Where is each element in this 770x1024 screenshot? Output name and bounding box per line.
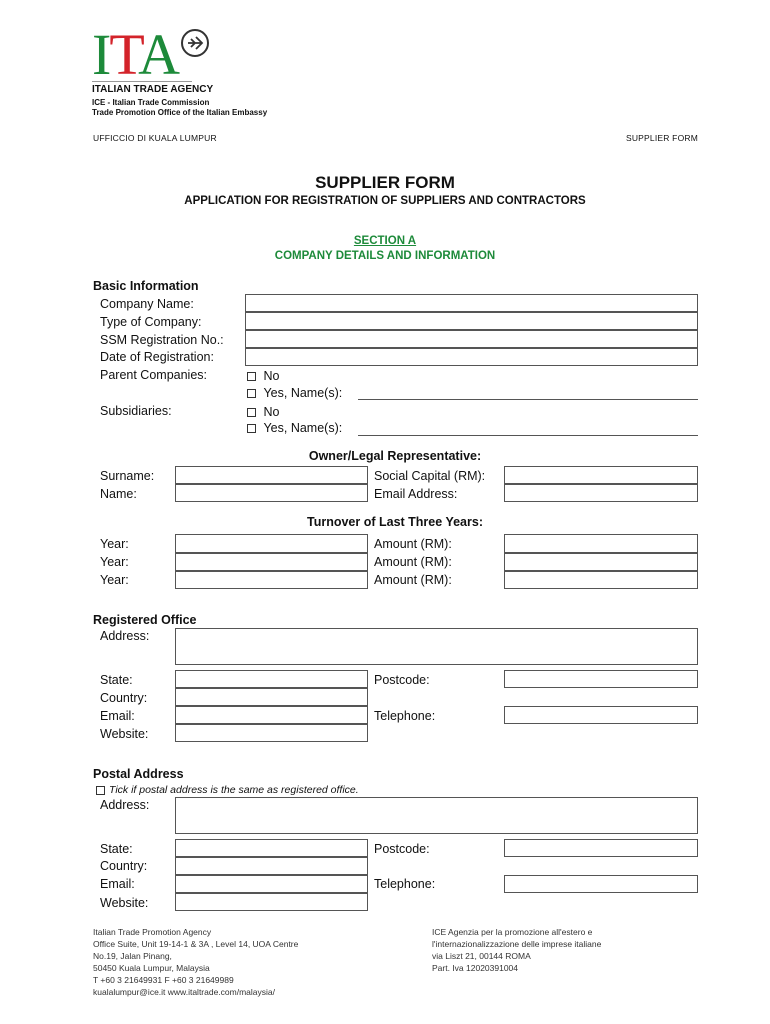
year-field-3[interactable] (175, 571, 368, 589)
subsidiary-no-option[interactable] (247, 405, 279, 419)
page-title: SUPPLIER FORM (315, 173, 455, 192)
registered-telephone-label: Telephone: (374, 709, 436, 723)
form-tag: SUPPLIER FORM (625, 133, 698, 143)
logo-arrow-icon (180, 28, 210, 58)
year-label-3: Year: (100, 573, 129, 587)
postal-state-label: State: (100, 842, 133, 856)
postal-heading: Postal Address (93, 767, 184, 781)
registered-telephone-field[interactable] (504, 706, 698, 724)
amount-field-3[interactable] (504, 571, 698, 589)
subsidiary-yes-label: Yes, Name(s): (263, 421, 343, 435)
company-type-label: Type of Company: (100, 315, 202, 329)
registered-address-label: Address: (100, 629, 150, 643)
logo-letters: ITA (92, 22, 179, 87)
amount-label-1: Amount (RM): (374, 537, 452, 551)
postal-state-field[interactable] (175, 839, 368, 857)
logo-divider (92, 81, 192, 82)
name-field[interactable] (175, 484, 368, 502)
postal-email-label: Email: (100, 877, 135, 891)
social-capital-label: Social Capital (RM): (374, 469, 486, 483)
postal-telephone-label: Telephone: (374, 877, 436, 891)
year-field-2[interactable] (175, 553, 368, 571)
email-address-label: Email Address: (374, 487, 458, 501)
year-field-1[interactable] (175, 534, 368, 553)
registration-date-label: Date of Registration: (100, 350, 214, 364)
page-subtitle: APPLICATION FOR REGISTRATION OF SUPPLIERS AND CONTRACTORS (184, 195, 586, 207)
postal-same-checkbox[interactable] (96, 786, 105, 795)
registered-email-field[interactable] (175, 706, 368, 724)
amount-field-1[interactable] (504, 534, 698, 553)
logo-agency: ITALIAN TRADE AGENCY (92, 84, 214, 95)
subsidiary-no-label: No (263, 405, 280, 419)
registered-website-field[interactable] (175, 724, 368, 742)
registered-state-field[interactable] (175, 670, 368, 688)
company-type-field[interactable] (245, 312, 698, 330)
postal-address-field[interactable] (175, 797, 698, 834)
registered-postcode-field[interactable] (504, 670, 698, 688)
year-label-1: Year: (100, 537, 129, 551)
postal-telephone-field[interactable] (504, 875, 698, 893)
amount-label-3: Amount (RM): (374, 573, 452, 587)
office-name: UFFICCIO DI KUALA LUMPUR (93, 133, 217, 143)
amount-field-2[interactable] (504, 553, 698, 571)
postal-country-field[interactable] (175, 857, 368, 875)
registration-date-field[interactable] (245, 348, 698, 366)
parent-companies-label: Parent Companies: (100, 368, 208, 382)
registered-email-label: Email: (100, 709, 135, 723)
logo-tpo-line: Trade Promotion Office of the Italian Embassy (92, 108, 268, 117)
postal-postcode-field[interactable] (504, 839, 698, 857)
parent-yes-option[interactable] (247, 386, 342, 400)
basic-heading: Basic Information (93, 279, 199, 293)
ita-logo (92, 22, 268, 118)
parent-no-checkbox[interactable] (247, 372, 256, 381)
ssm-label: SSM Registration No.: (100, 333, 224, 347)
parent-no-label: No (263, 369, 280, 383)
footer-left: Italian Trade Promotion Agency Office Suite, Unit 19-14-1 & 3A , Level 14, UOA Centre No.19, Jalan Pinang, 50450 Kuala Lumpur, Malaysia T +60 3 21649931 F +60 3 21649989 kualalumpur@ice.it www.italtrade.com/malaysia/ (93, 927, 299, 997)
postal-address-label: Address: (100, 798, 150, 812)
postal-website-field[interactable] (175, 893, 368, 911)
registered-address-field[interactable] (175, 628, 698, 665)
turnover-heading: Turnover of Last Three Years: (307, 515, 483, 529)
ssm-field[interactable] (245, 330, 698, 348)
section-name (0, 235, 770, 247)
year-label-2: Year: (100, 555, 129, 569)
owner-heading: Owner/Legal Representative: (308, 449, 482, 463)
section-name-text: SECTION A (353, 235, 417, 247)
social-capital-field[interactable] (504, 466, 698, 484)
registered-website-label: Website: (100, 727, 149, 741)
company-name-field[interactable] (245, 294, 698, 312)
surname-label: Surname: (100, 469, 155, 483)
company-name-label: Company Name: (100, 297, 194, 311)
subsidiary-yes-option[interactable] (247, 421, 342, 435)
subsidiary-no-checkbox[interactable] (247, 408, 256, 417)
registered-postcode-label: Postcode: (374, 673, 430, 687)
amount-label-2: Amount (RM): (374, 555, 452, 569)
subsidiaries-label: Subsidiaries: (100, 404, 172, 418)
postal-country-label: Country: (100, 859, 148, 873)
footer-right: ICE Agenzia per la promozione all'estero e l'internazionalizzazione delle imprese italiane via Liszt 21, 00144 ROMA Part. Iva 12020391004 (432, 927, 602, 973)
postal-postcode-label: Postcode: (374, 842, 430, 856)
name-label: Name: (100, 487, 137, 501)
registered-country-label: Country: (100, 691, 148, 705)
logo-ice-line: ICE - Italian Trade Commission (92, 98, 210, 107)
postal-same-label: Tick if postal address is the same as registered office. (109, 784, 359, 796)
parent-yes-checkbox[interactable] (247, 389, 256, 398)
email-address-field[interactable] (504, 484, 698, 502)
parent-names-line[interactable] (358, 399, 698, 400)
postal-same-option[interactable] (96, 784, 359, 796)
surname-field[interactable] (175, 466, 368, 484)
parent-yes-label: Yes, Name(s): (263, 386, 343, 400)
registered-state-label: State: (100, 673, 133, 687)
registered-country-field[interactable] (175, 688, 368, 706)
section-heading: COMPANY DETAILS AND INFORMATION (274, 250, 496, 262)
registered-heading: Registered Office (93, 613, 197, 627)
postal-email-field[interactable] (175, 875, 368, 893)
postal-website-label: Website: (100, 896, 149, 910)
subsidiary-names-line[interactable] (358, 435, 698, 436)
parent-no-option[interactable] (247, 369, 279, 383)
subsidiary-yes-checkbox[interactable] (247, 424, 256, 433)
